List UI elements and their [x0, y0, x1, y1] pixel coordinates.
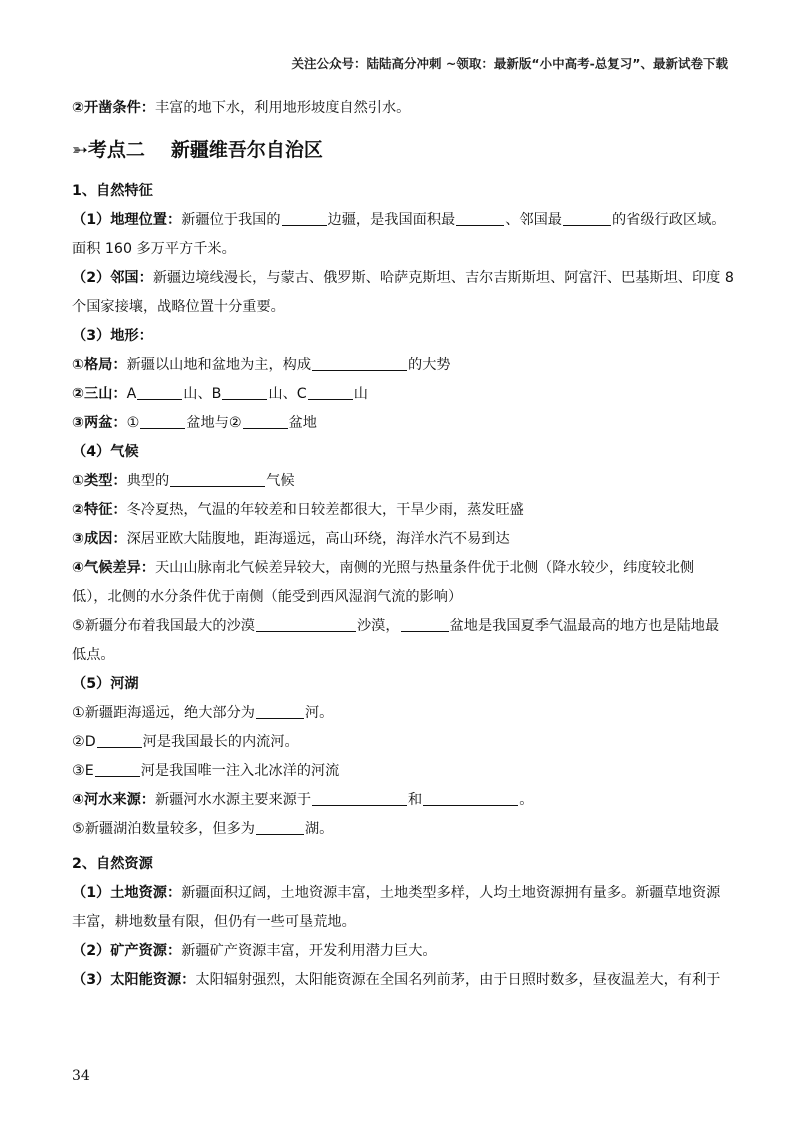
text-line: 丰富，耕地数量有限，但仍有一些可垦荒地。	[72, 914, 356, 930]
text: 山、B	[183, 386, 222, 402]
text-line: 个国家接壤，战略位置十分重要。	[72, 299, 285, 315]
text-line	[72, 264, 732, 293]
text: A	[126, 386, 137, 402]
label: ①类型：	[72, 473, 127, 489]
text-line	[72, 554, 732, 583]
text: 河是我国唯一注入北冰洋的河流	[140, 763, 340, 779]
text: 丰富的地下水，利用地形坡度自然引水。	[154, 100, 411, 116]
blank	[243, 414, 288, 429]
text: 湖。	[304, 821, 334, 837]
text: 和	[408, 792, 423, 808]
blank	[222, 385, 267, 400]
page-number: 34	[72, 1068, 90, 1084]
text: 的大势	[408, 357, 451, 373]
text-line	[72, 612, 732, 641]
text-line: （5）河湖	[72, 676, 139, 692]
blank	[456, 211, 504, 226]
label: （2）邻国：	[72, 270, 153, 286]
blank	[312, 791, 407, 806]
text-line: 低），北侧的水分条件优于南侧（能受到西风湿润气流的影响）	[72, 589, 463, 605]
text-line	[72, 757, 732, 786]
blank	[170, 472, 265, 487]
subsection-title: 1、自然特征	[72, 183, 153, 199]
label: （3）太阳能资源：	[72, 972, 196, 988]
blank	[256, 820, 304, 835]
text-line: （3）地形：	[72, 328, 153, 344]
text-line: 面积 160 多万平方千米。	[72, 241, 236, 257]
blank	[563, 211, 611, 226]
text-line	[72, 728, 732, 757]
label: ④气候差异：	[72, 560, 155, 576]
blank	[140, 414, 185, 429]
blank	[256, 704, 304, 719]
text: 冬冷夏热，气温的年较差和日较差都很大，干旱少雨，蒸发旺盛	[126, 502, 524, 518]
text-line	[72, 966, 732, 995]
text: 新疆面积辽阔，土地资源丰富，土地类型多样，人均土地资源拥有量多。新疆草地资源	[181, 885, 721, 901]
text-line	[72, 937, 732, 966]
text: 。	[519, 792, 534, 808]
text-line: （4）气候	[72, 444, 139, 460]
text: 山、C	[268, 386, 307, 402]
text: ③E	[72, 763, 94, 779]
text-line	[72, 879, 732, 908]
blank	[282, 211, 327, 226]
text: ②D	[72, 734, 96, 750]
text: 边疆，是我国面积最	[327, 212, 456, 228]
label: （1）地理位置：	[72, 212, 182, 228]
text: 的省级行政区域。	[611, 212, 726, 228]
text: 盆地	[288, 415, 317, 431]
label: （2）矿产资源：	[72, 943, 182, 959]
text: 典型的	[126, 473, 170, 489]
text: 盆地是我国夏季气温最高的地方也是陆地最	[449, 618, 720, 634]
text: 河。	[304, 705, 334, 721]
text-line	[72, 815, 732, 844]
text: 新疆河水水源主要来源于	[154, 792, 312, 808]
text-line	[72, 699, 732, 728]
text: 山	[353, 386, 368, 402]
text: 新疆以山地和盆地为主，构成	[126, 357, 312, 373]
blank	[97, 733, 142, 748]
label: ①格局：	[72, 357, 127, 373]
text-line	[72, 380, 732, 409]
label: ③成因：	[72, 531, 127, 547]
blank	[95, 762, 140, 777]
text: 天山山脉南北气候差异较大，南侧的光照与热量条件优于北侧（降水较少，纬度较北侧	[154, 560, 695, 576]
text: 、邻国最	[505, 212, 562, 228]
text: ⑤新疆分布着我国最大的沙漠	[72, 618, 255, 634]
blank	[423, 791, 518, 806]
label: ②特征：	[72, 502, 127, 518]
text-line	[72, 351, 732, 380]
blank	[312, 356, 407, 371]
section-heading	[72, 135, 732, 165]
text-line: 低点。	[72, 647, 115, 663]
text-line	[72, 409, 732, 438]
text: ①新疆距海遥远，绝大部分为	[72, 705, 255, 721]
text-line	[72, 786, 732, 815]
text: 新疆边境线漫长，与蒙古、俄罗斯、哈萨克斯坦、吉尔吉斯斯坦、阿富汗、巴基斯坦、印度 8	[152, 270, 734, 286]
subsection-title: 2、自然资源	[72, 856, 153, 872]
text: 太阳辐射强烈，太阳能资源在全国名列前茅，由于日照时数多，昼夜温差大，有利于	[195, 972, 721, 988]
label: ③两盆：	[72, 415, 127, 431]
text: ①	[126, 415, 140, 431]
text: ⑤新疆湖泊数量较多，但多为	[72, 821, 255, 837]
text-line	[72, 525, 732, 554]
page-header: 关注公众号：陆陆高分冲刺 ~领取：最新版“小中高考-总复习”、最新试卷下载	[291, 56, 728, 71]
text: 新疆矿产资源丰富，开发利用潜力巨大。	[181, 943, 437, 959]
text: 新疆位于我国的	[181, 212, 281, 228]
heading-marker: ➳考点二	[72, 139, 145, 161]
text-line	[72, 496, 732, 525]
text: 沙漠，	[356, 618, 400, 634]
text: 气候	[266, 473, 295, 489]
text-line	[72, 206, 732, 235]
heading-title: 新疆维吾尔自治区	[170, 139, 323, 161]
blank	[308, 385, 353, 400]
blank	[137, 385, 182, 400]
blank	[256, 617, 356, 632]
text: 河是我国最长的内流河。	[142, 734, 299, 750]
text: 盆地与②	[186, 415, 242, 431]
label: ②开凿条件：	[72, 100, 155, 116]
blank	[401, 617, 449, 632]
text: 深居亚欧大陆腹地，距海遥远，高山环绕，海洋水汽不易到达	[126, 531, 510, 547]
text-line	[72, 94, 732, 123]
document-body	[72, 94, 732, 995]
label: （1）土地资源：	[72, 885, 182, 901]
text-line	[72, 467, 732, 496]
label: ④河水来源：	[72, 792, 155, 808]
label: ②三山：	[72, 386, 127, 402]
